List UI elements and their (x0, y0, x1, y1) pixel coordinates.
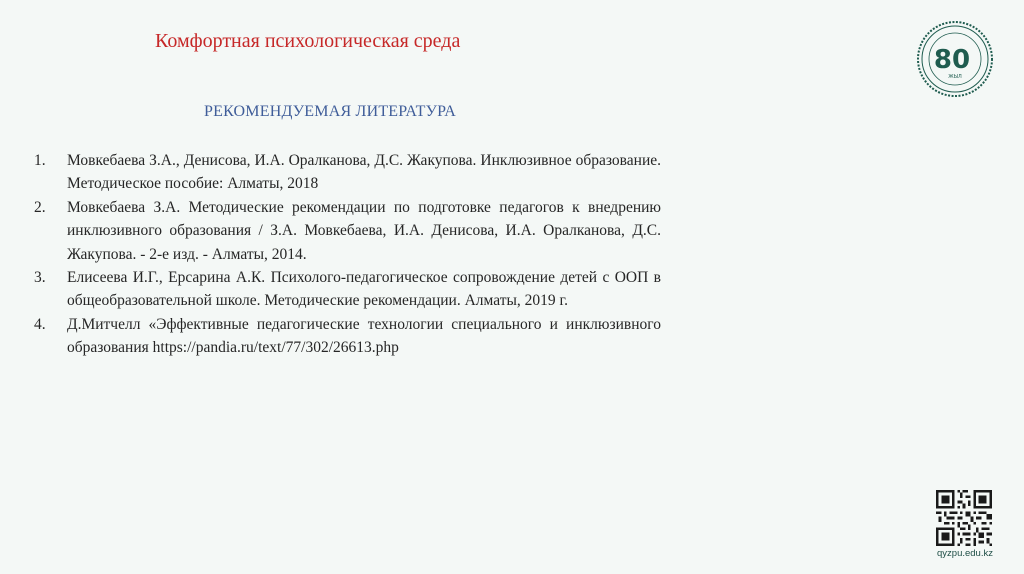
slide-title: Комфортная психологическая среда (155, 30, 461, 52)
list-item (34, 196, 661, 266)
list-item (34, 266, 661, 313)
website-link[interactable]: qyzpu.edu.kz (937, 548, 993, 559)
list-item-text: Д.Митчелл «Эффективные педагогические технологии специального и инклюзивного образования https://pandia.ru/text/77/302/26613.php (67, 315, 661, 357)
list-item-number: 1. (34, 152, 46, 169)
reference-list (34, 149, 661, 360)
list-item-number: 2. (34, 198, 46, 216)
list-item-text: Мовкебаева З.А. Методические рекомендации по подготовке педагогов к внедрению инклюзивного образования / З.А. Мовкебаева, И.А. Денисова, И.А. Оралканова, Д.С. Жакупова. - 2-е изд. - Алматы, 2014. (67, 198, 661, 263)
list-item (34, 149, 661, 196)
qr-code-icon (936, 490, 992, 546)
anniversary-seal-icon (916, 20, 994, 98)
list-item-number: 4. (34, 315, 46, 333)
list-item-number: 3. (34, 269, 46, 287)
section-heading: РЕКОМЕНДУЕМАЯ ЛИТЕРАТУРА (204, 103, 456, 120)
list-item (34, 313, 661, 360)
logo-number: 80 (933, 45, 971, 75)
list-item-text: Мовкебаева З.А., Денисова, И.А. Оралканова, Д.С. Жакупова. Инклюзивное образование. Методическое пособие: Алматы, 2018 (67, 152, 661, 193)
list-item-text: Елисеева И.Г., Ерсарина А.К. Психолого-педагогическое сопровождение детей с ООП в общеобразовательной школе. Методические рекомендации. Алматы, 2019 г. (67, 269, 661, 310)
logo-sub: ЖЫЛ (948, 74, 962, 80)
